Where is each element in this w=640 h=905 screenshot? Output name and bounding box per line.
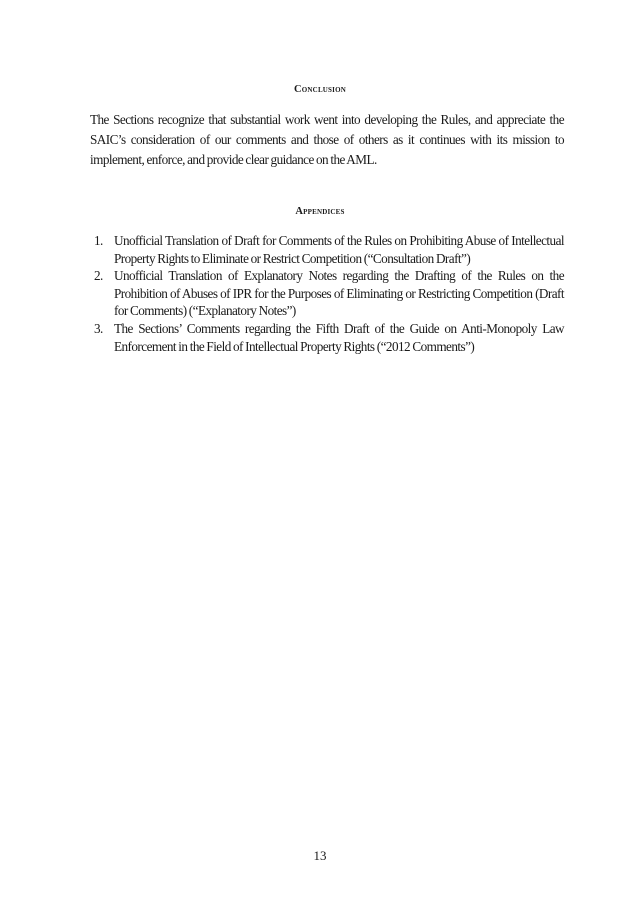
appendix-item-3 — [90, 320, 564, 355]
appendix-number: 3. — [94, 320, 103, 336]
appendix-number: 1. — [94, 233, 103, 248]
page-number: 13 — [313, 848, 327, 863]
appendices-list — [90, 232, 564, 355]
appendix-text: The Sections’ Comments regarding the Fifth Draft of the Guide on Anti-Monopoly Law Enforcement in the Field of Intellectual Property Rights (“2012 Comments”) — [114, 320, 564, 354]
appendix-text: Unofficial Translation of Draft for Comments of the Rules on Prohibiting Abuse of Intellectual Property Rights to Eliminate or Restrict Competition (“Consultation Draft”) — [114, 233, 564, 266]
appendix-number: 2. — [94, 268, 103, 284]
conclusion-paragraph: The Sections recognize that substantial work went into developing the Rules, and appreciate the SAIC’s consideration of our comments and those of others as it continues with its mission to implement, enforce, and provide clear guidance on the AML. — [90, 112, 564, 167]
appendix-text: Unofficial Translation of Explanatory Notes regarding the Drafting of the Rules on the Prohibition of Abuses of IPR for the Purposes of Eliminating or Restricting Competition (Draft for Comments) (“Explanatory Notes”) — [114, 268, 564, 319]
appendix-item-1 — [90, 232, 564, 267]
appendices-heading: Appendices — [295, 206, 345, 217]
conclusion-heading: Conclusion — [294, 84, 346, 95]
appendix-item-2 — [90, 267, 564, 320]
